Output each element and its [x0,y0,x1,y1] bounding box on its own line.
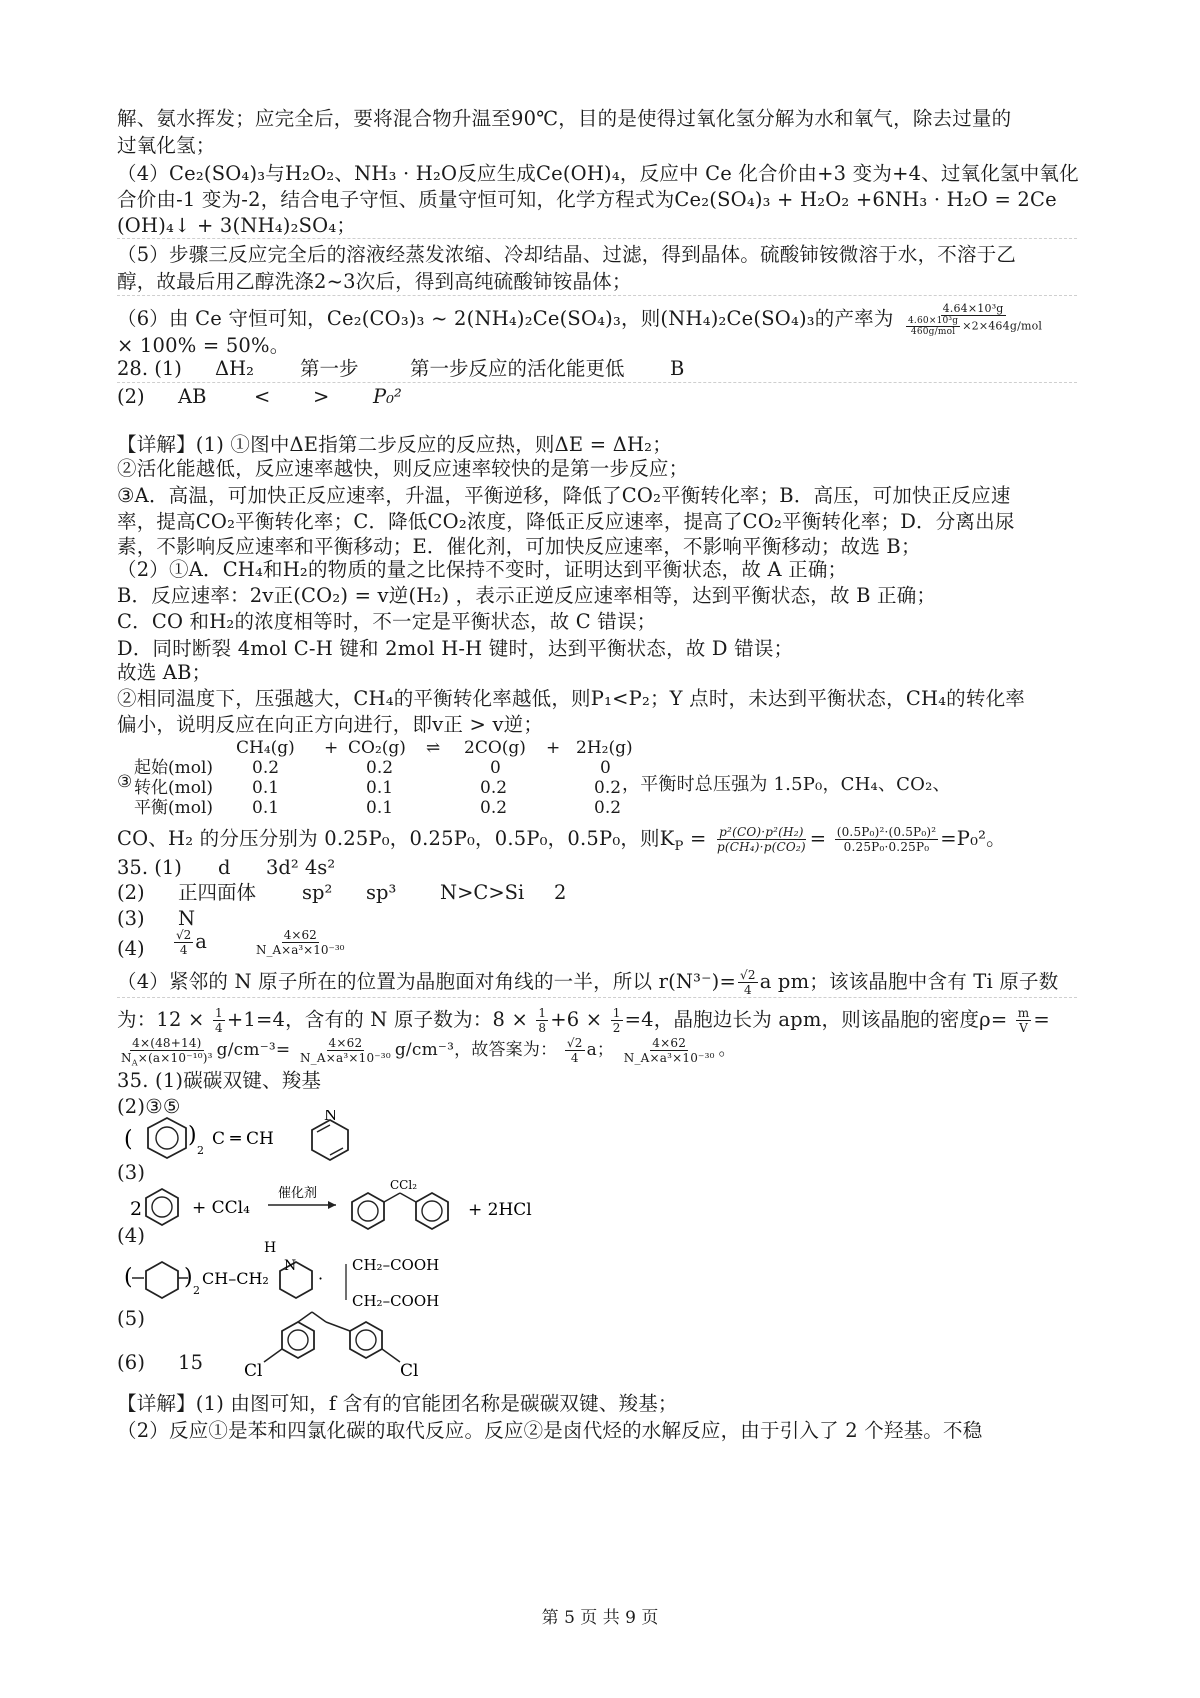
kp-result: =P₀²。 [940,827,1006,850]
q35-answer: sp² [302,881,333,904]
ice-plus: + [324,738,339,758]
ice-species: 2H₂(g) [576,738,633,758]
ice-cell: 0 [600,758,611,778]
ice-cell: 0.1 [366,798,394,818]
q35-answer: d [218,856,231,879]
q28-answer: 第一步 [300,357,359,380]
q35-answer: 正四面体 [178,881,257,904]
detail-text: =4，晶胞边长为 apm，则该晶胞的密度ρ= [624,1008,1008,1031]
detail-text: g/cm⁻³，故答案为： [394,1040,558,1060]
subscript: 2 [193,1284,200,1297]
detail-text: +1=4，含有的 N 原子数为：8 × [226,1008,529,1031]
detail-text: （4）紧邻的 N 原子所在的位置为晶胞面对角线的一半，所以 r(N³⁻)= [117,970,737,993]
q35-answer: 2 [554,881,567,904]
q28-answer: < [254,385,271,408]
text-line: ③A．高温，可加快正反应速率，升温，平衡逆移，降低了CO₂平衡转化率；B．高压，可加快正反应速 [117,484,1011,507]
yield-fraction [902,302,1044,337]
radius-num: √2 [176,928,192,942]
yield-denominator [902,316,1044,337]
chlorine-atom: Cl [244,1361,263,1380]
kp-den: p(CH₄)·p(CO₂) [716,840,806,854]
hydrogen-atom: H [264,1240,277,1256]
text-line: (OH)₄↓ + 3(NH₄)₂SO₄； [117,214,357,237]
text-line: 故选 AB； [117,661,212,684]
yield-inner-fraction [906,316,960,337]
ice-cell: 0 [490,758,501,778]
q28-answer: B [670,357,685,380]
structure-3 [122,1110,362,1166]
detail-text: +6 × [550,1008,603,1031]
divider [117,997,1077,998]
text-line: C．CO 和H₂的浓度相等时，不一定是平衡状态，故 C 错误； [117,610,657,633]
q35-answer: N>C>Si [440,881,525,904]
q35-label: 35. (1) [117,856,182,879]
ice-cell: 0.2 [480,778,508,798]
chlorine-atom: Cl [400,1361,419,1380]
q35-label: (2) [117,881,145,904]
text-line: 偏小，说明反应在向正方向进行，即v正 > v逆； [117,713,544,736]
benzene-ring [282,1322,314,1358]
divider [117,382,1077,383]
q35-answer: 3d² 4s² [266,856,336,879]
detail-text: a pm；该该晶胞中含有 Ti 原子数 [759,970,1059,993]
ice-marker: ③ [117,772,133,792]
chain: C ═ CH [212,1129,274,1149]
q35b-label: (6) [117,1351,146,1374]
ice-plus: + [546,738,561,758]
q28-label: (2) [117,385,145,408]
ice-row-label: 起始(mol) [134,758,214,778]
pyridine-ring [312,1120,348,1160]
detail-text: 为：12 × [117,1008,205,1031]
kp-line: CO、H₂ 的分压分别为 0.25P₀，0.25P₀，0.5P₀，0.5P₀，则$K_P$ = $\frac{\text{p²(CO)·p²(H₂)}}{\text{p(CH₄)·p(CO₂)}}$ = $\frac{\text{(0.5P₀)²·(0.5P₀)²}}{\text{0.25P₀·0.25P₀}}$ =P₀²。 [117,825,1006,854]
q28-label: 28. (1) [117,357,182,380]
q28-answer: AB [178,385,207,408]
kp-eq: = [683,827,713,850]
radius-fraction: $\frac{√2}{4}$ [566,1036,583,1065]
svg-text:): ) [184,1265,193,1290]
subscript: 2 [197,1144,204,1157]
ice-cell: 0.1 [252,778,280,798]
benzene-ring [146,1189,178,1225]
acid-group: CH₂–COOH [352,1256,440,1274]
ice-row-label: 平衡(mol) [134,798,214,818]
benzene-ring [352,1193,384,1229]
q35-label: (4) [117,937,145,960]
text-line: （2）①A．CH₄和H₂的物质的量之比保持不变时，证明达到平衡状态，故 A 正确； [117,558,848,581]
benzene-ring-circle [156,1127,178,1149]
cyclohexane-ring [146,1262,178,1298]
density-fraction: $\frac{4\times 62}{\text{N\_A×a³×10⁻³⁰}}$ [623,1036,715,1065]
kp-fraction-values [835,825,939,854]
q35-answer: N [178,907,196,930]
fraction-half: $\frac{1}{2}$ [612,1006,621,1035]
fraction-eighth: $\frac{1}{8}$ [538,1006,547,1035]
text-line: ②活化能越低，反应速率越快，则反应速率较快的是第一步反应； [117,457,689,480]
fraction-quarter: $\frac{1}{4}$ [214,1006,223,1035]
chain: CH–CH₂ [202,1269,269,1288]
svg-text:(: ( [124,1265,133,1290]
q35b-label: (3) [117,1161,146,1184]
yield-line [117,302,1046,337]
text-line: 醇，故最后用乙醇洗涤2~3次后，得到高纯硫酸铈铵晶体； [117,270,632,293]
q28-answer: P₀² [373,385,402,408]
yield-inner-num: 4.60×10³g [908,316,959,326]
text-line: （5）步骤三反应完全后的溶液经蒸发浓缩、冷却结晶、过滤，得到晶体。硫酸铈铵微溶于水，不溶于乙 [117,243,1017,266]
text-line: B．反应速率：2v正(CO₂) = v逆(H₂) ，表示正逆反应速率相等，达到平衡状态，故 B 正确； [117,584,937,607]
q35b-label: (5) [117,1307,146,1330]
density-num: 4×62 [283,928,317,942]
detail-line: 为：12 × $\frac{1}{4}$ +1=4，含有的 N 原子数为：8 × $\frac{1}{8}$ +6 × $\frac{1}{2}$ =4，晶胞边长为 apm，则该晶胞的密度ρ= $\frac{m}{V}$ = [117,1006,1050,1035]
ice-cell: 0.1 [366,778,394,798]
page-footer: 第 5 页 共 9 页 [541,1608,659,1628]
benzene-ring [416,1193,448,1229]
svg-text:·: · [318,1269,324,1288]
acid-group: CH₂–COOH [352,1292,440,1310]
benzene-ring [148,1118,186,1158]
q35-label: (3) [117,907,145,930]
q35b-answer: 15 [178,1351,204,1374]
ice-cell: 0.2 [594,798,622,818]
nitrogen-atom: N [324,1110,338,1124]
yield-numerator: 4.64×10³g [942,302,1004,315]
ccl2-group: CCl₂ [390,1178,418,1192]
fraction-m-over-v: $\frac{m}{V}$ [1017,1006,1030,1035]
ice-row-label: 转化(mol) [134,778,214,798]
kp-num: p²(CO)·p²(H₂) [719,825,804,839]
product: + 2HCl [468,1200,532,1220]
benzene-ring [350,1322,382,1358]
text-line: 合价由-1 变为-2，结合电子守恒、质量守恒可知，化学方程式为Ce₂(SO₄)₃ + H₂O₂ +6NH₃ · H₂O = 2Ce [117,188,1057,211]
text-line: （4）Ce₂(SO₄)₃与H₂O₂、NH₃ · H₂O反应生成Ce(OH)₄，反应中 Ce 化合价由+3 变为+4、过氧化氢中氧化 [117,162,1079,185]
text-line: D．同时断裂 4mol C-H 键和 2mol H-H 键时，达到平衡状态，故 D 错误； [117,637,794,660]
kp-den-values: 0.25P₀·0.25P₀ [843,840,930,854]
text-line: ②相同温度下，压强越大，CH₄的平衡转化率越低，则P₁<P₂；Y 点时，未达到平衡状态，CH₄的转化率 [117,687,1025,710]
divider [117,295,1077,296]
structure-6 [242,1306,462,1380]
text-line: 过氧化氢； [117,134,216,157]
q28-answer: > [313,385,330,408]
q28-answer: 第一步反应的活化能更低 [410,357,625,380]
detail-line [117,968,1058,997]
yield-inner-den: 460g/mol [910,327,956,337]
reaction-4 [128,1175,598,1237]
text-line: 素，不影响反应速率和平衡移动；E．催化剂，可加快反应速率，不影响平衡移动；故选 B； [117,535,921,558]
yield-text: （6）由 Ce 守恒可知，Ce₂(CO₃)₃ ~ 2(NH₄)₂Ce(SO₄)₃，则(NH₄)₂Ce(SO₄)₃的产率为 [117,307,894,330]
ice-equilibrium-arrow: ⇌ [426,738,441,758]
kp-sub: P [674,838,684,854]
nitrogen-atom: N [284,1258,297,1274]
text-line: 【详解】(1) ①图中ΔE指第二步反应的反应热，则ΔE = ΔH₂； [117,433,672,456]
q35b-label: (4) [117,1224,146,1247]
paren-right: ) [188,1123,197,1148]
q35b-line: 35. (1)碳碳双键、羧基 [117,1069,322,1092]
text-line: 解、氨水挥发；应完全后，要将混合物升温至90℃，目的是使得过氧化氢分解为水和氧气，除去过量的 [117,107,1012,130]
radius-den: 4 [743,983,752,997]
text-line: （2）反应①是苯和四氯化碳的取代反应。反应②是卤代烃的水解反应，由于引入了 2 个羟基。不稳 [117,1419,983,1442]
catalyst-label: 催化剂 [278,1186,318,1201]
density-den: N_A×a³×10⁻³⁰ [256,943,345,957]
q35-answer-radius [172,928,207,957]
kp-fraction [715,825,808,854]
reagent: + CCl₄ [192,1198,250,1218]
density-fraction [254,928,346,957]
detail-text: a； [586,1040,615,1060]
coefficient: 2 [130,1198,143,1220]
ice-note: ，平衡时总压强为 1.5P₀，CH₄、CO₂、 [622,774,951,795]
ice-species: 2CO(g) [464,738,526,758]
q35b-line: (2)③⑤ [117,1095,181,1118]
text-line: × 100% = 50%。 [117,334,290,357]
density-fraction-expanded: $\frac{4\times(48+14)}{N_A\times(a\times 10^{-10})^3}$ [121,1036,213,1068]
density-fraction: $\frac{4\times 62}{\text{N\_A×a³×10⁻³⁰}}$ [299,1036,391,1065]
ice-species: CH₄(g) [236,738,295,758]
text-line: 【详解】(1) 由图可知，f 含有的官能团名称是碳碳双键、羧基； [117,1392,678,1415]
paren-left: ( [124,1127,133,1152]
ice-cell: 0.2 [594,778,622,798]
detail-line: $\frac{4\times(48+14)}{N_A\times(a\times 10^{-10})^3}$ g/cm⁻³= $\frac{4\times 62}{\text{N\_A×a³×10⁻³⁰}}$ g/cm⁻³，故答案为： $\frac{√2}{4}$ a； $\frac{4\times 62}{\text{N\_A×a³×10⁻³⁰}}$ 。 [121,1036,736,1068]
ice-cell: 0.2 [366,758,394,778]
radius-fraction [174,928,193,957]
ice-cell: 0.2 [480,798,508,818]
ice-species: CO₂(g) [348,738,406,758]
yield-tail: ×2×464g/mol [962,319,1043,333]
radius-den: 4 [179,943,188,957]
kp-text: CO、H₂ 的分压分别为 0.25P₀，0.25P₀，0.5P₀，0.5P₀，则K [117,827,675,850]
q28-answer: ΔH₂ [215,357,254,380]
radius-num: √2 [740,968,756,982]
radius-tail: a [195,930,207,953]
kp-num-values: (0.5P₀)²·(0.5P₀)² [836,825,937,839]
divider [117,238,1077,239]
q35-answer: sp³ [366,881,397,904]
detail-text: g/cm⁻³= [216,1040,291,1060]
ice-cell: 0.2 [252,758,280,778]
radius-fraction [738,968,758,997]
ice-cell: 0.1 [252,798,280,818]
q35-answer-density [252,928,348,957]
text-line: 率，提高CO₂平衡转化率；C．降低CO₂浓度，降低正反应速率，提高了CO₂平衡转化率；D．分离出尿 [117,510,1015,533]
